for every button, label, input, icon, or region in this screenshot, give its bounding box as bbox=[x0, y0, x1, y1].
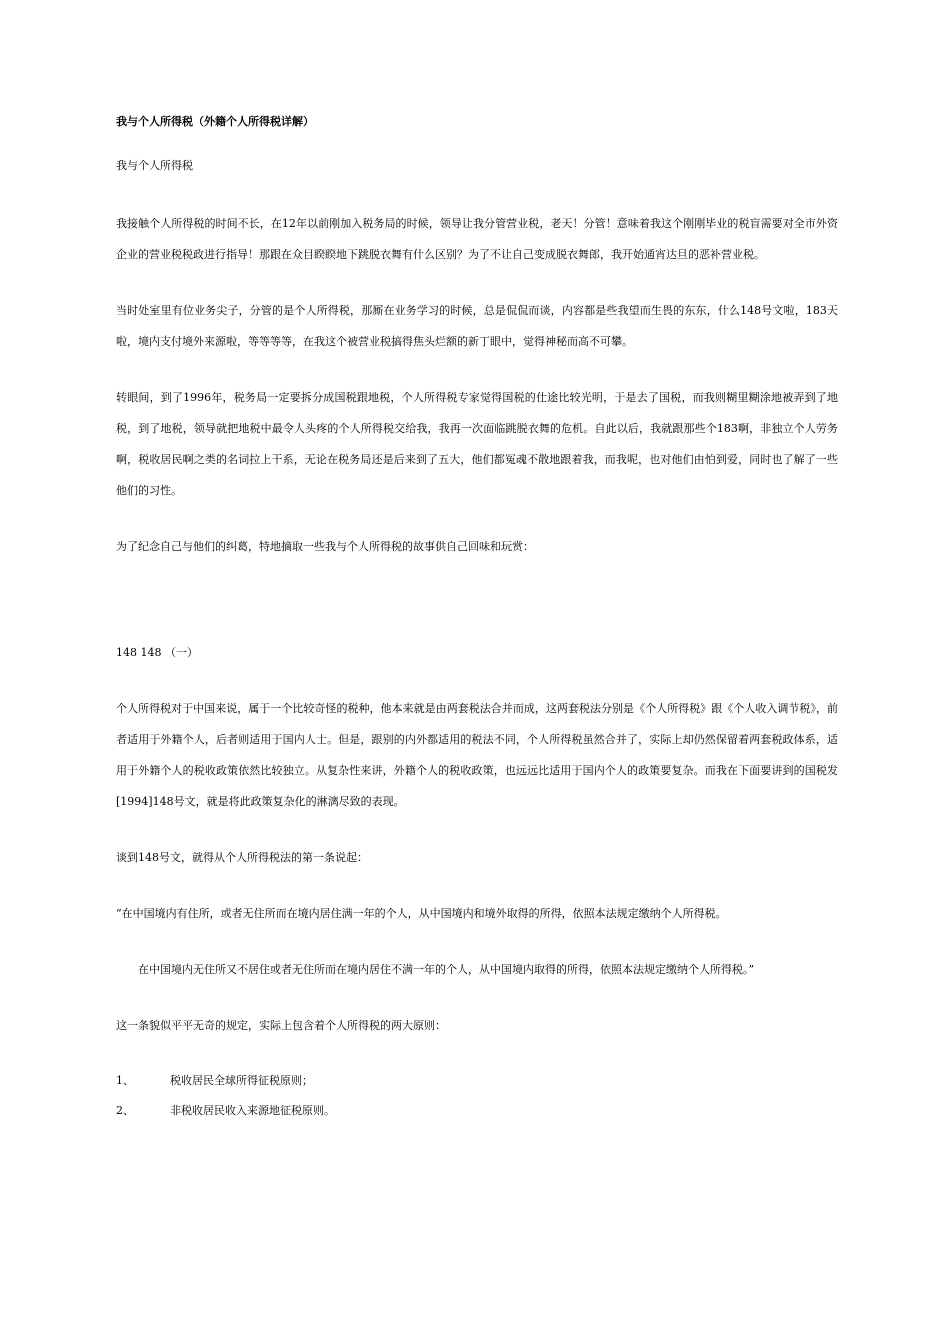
document-subtitle: 我与个人所得税 bbox=[116, 159, 193, 172]
principles-list bbox=[116, 1066, 838, 1126]
paragraph-principles: 这一条貌似平平无奇的规定，实际上包含着个人所得税的两大原则： bbox=[116, 1019, 446, 1032]
paragraph-intro: 我接触个人所得税的时间不长，在12年以前刚加入税务局的时候，领导让我分管营业税，老天！分管！意味着我这个刚刚毕业的税盲需要对全市外资企业的营业税税政进行指导！那跟在众目睽睽地下跳脱衣舞有什么区别？为了不让自己变成脱衣舞郎，我开始通宵达旦的恶补营业税。 bbox=[116, 217, 838, 261]
list-number: 1、 bbox=[116, 1074, 134, 1087]
paragraph-tax-system: 个人所得税对于中国来说，属于一个比较奇怪的税种，他本来就是由两套税法合并而成，这两套税法分别是《个人所得税》跟《个人收入调节税》，前者适用于外籍个人，后者则适用于国内人士。但是，跟别的内外都适用的税法不同，个人所得税虽然合并了，实际上却仍然保留着两套税政体系，适用于外籍个人的税收政策依然比较独立。从复杂性来讲，外籍个人的税收政策，也远远比适用于国内个人的政策要复杂。而我在下面要讲到的国税发[1994]148号文，就是将此政策复杂化的淋漓尽致的表现。 bbox=[116, 702, 838, 808]
list-text: 非税收居民收入来源地征税原则。 bbox=[170, 1104, 335, 1117]
list-item bbox=[116, 1096, 838, 1126]
paragraph-memorial: 为了纪念自己与他们的纠葛，特地摘取一些我与个人所得税的故事供自己回味和玩赏： bbox=[116, 540, 534, 553]
paragraph-colleague: 当时处室里有位业务尖子，分管的是个人所得税，那厮在业务学习的时候，总是侃侃而谈，内容都是些我望而生畏的东东，什么148号文啦，183天啦，境内支付境外来源啦，等等等等，在我这个被营业税搞得焦头烂额的新丁眼中，觉得神秘而高不可攀。 bbox=[116, 304, 838, 348]
document-title: 我与个人所得税（外籍个人所得税详解） bbox=[116, 115, 314, 128]
paragraph-1996: 转眼间，到了1996年，税务局一定要拆分成国税跟地税，个人所得税专家觉得国税的仕途比较光明，于是去了国税，而我则糊里糊涂地被弄到了地税，到了地税，领导就把地税中最令人头疼的个人所得税交给我，我再一次面临跳脱衣舞的危机。自此以后，我就跟那些个183啊，非独立个人劳务啊，税收居民啊之类的名词拉上干系，无论在税务局还是后来到了五大，他们都冤魂不散地跟着我，而我呢，也对他们由怕到爱，同时也了解了一些他们的习性。 bbox=[116, 391, 838, 497]
list-text: 税收居民全球所得征税原则； bbox=[170, 1074, 313, 1087]
section-heading: 148 148 （一） bbox=[116, 646, 198, 659]
paragraph-148-intro: 谈到148号文，就得从个人所得税法的第一条说起： bbox=[116, 851, 368, 864]
list-number: 2、 bbox=[116, 1104, 134, 1117]
list-item bbox=[116, 1066, 838, 1096]
quote-resident: “在中国境内有住所，或者无住所而在境内居住满一年的个人，从中国境内和境外取得的所得，依照本法规定缴纳个人所得税。 bbox=[116, 907, 727, 920]
quote-nonresident: 在中国境内无住所又不居住或者无住所而在境内居住不满一年的个人，从中国境内取得的所得，依照本法规定缴纳个人所得税。” bbox=[138, 963, 755, 976]
document-body bbox=[116, 114, 838, 1126]
